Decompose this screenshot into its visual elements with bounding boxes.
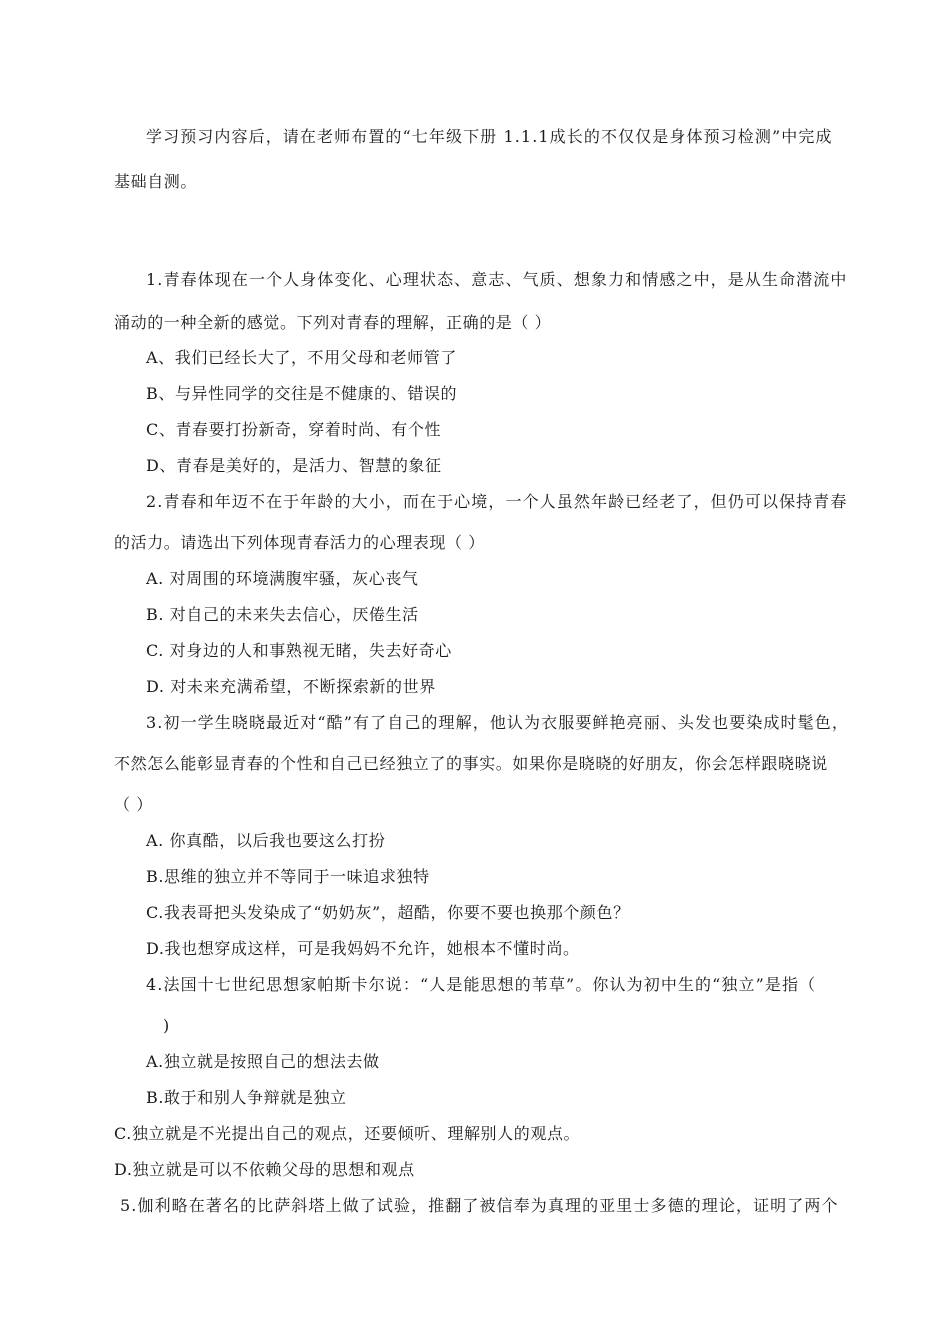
intro-line-2: 基础自测。 [114, 172, 198, 191]
question-5-stem-line-1: 5.伽利略在著名的比萨斜塔上做了试验，推翻了被信奉为真理的亚里士多德的理论，证明了两个 [120, 1196, 839, 1215]
question-4-option-a: A.独立就是按照自己的想法去做 [146, 1052, 380, 1071]
question-4-option-b: B.敢于和别人争辩就是独立 [146, 1088, 347, 1107]
question-3-option-a: A. 你真酷，以后我也要这么打扮 [146, 831, 386, 850]
question-4-stem-line-2: ) [163, 1016, 170, 1035]
question-2-option-a: A. 对周围的环境满腹牢骚，灰心丧气 [146, 569, 419, 588]
question-3-stem-line-1: 3.初一学生晓晓最近对“酷”有了自己的理解，他认为衣服要鲜艳亮丽、头发也要染成时髦色， [146, 713, 849, 732]
question-4-stem-line-1: 4.法国十七世纪思想家帕斯卡尔说：“人是能思想的苇草”。你认为初中生的“独立”是指（ [146, 975, 817, 994]
question-2-stem-line-1: 2.青春和年迈不在于年龄的大小，而在于心境，一个人虽然年龄已经老了，但仍可以保持青春 [146, 492, 848, 511]
question-2-stem-line-2: 的活力。请选出下列体现青春活力的心理表现（ ） [114, 533, 485, 552]
question-2-option-d: D. 对未来充满希望，不断探索新的世界 [146, 677, 436, 696]
question-1-stem-line-2: 涌动的一种全新的感觉。下列对青春的理解，正确的是（ ） [114, 313, 552, 332]
question-4-option-d: D.独立就是可以不依赖父母的思想和观点 [114, 1160, 415, 1179]
intro-line-1: 学习预习内容后，请在老师布置的“七年级下册 1.1.1成长的不仅仅是身体预习检测”中完成 [146, 127, 833, 146]
question-2-option-b: B. 对自己的未来失去信心，厌倦生活 [146, 605, 419, 624]
question-1-option-b: B、与异性同学的交往是不健康的、错误的 [146, 384, 458, 403]
question-1-stem-line-1: 1.青春体现在一个人身体变化、心理状态、意志、气质、想象力和情感之中，是从生命潜流中 [146, 270, 848, 289]
question-1-option-a: A、我们已经长大了，不用父母和老师管了 [146, 348, 457, 367]
question-4-option-c: C.独立就是不光提出自己的观点，还要倾听、理解别人的观点。 [114, 1124, 581, 1143]
question-3-stem-line-2: 不然怎么能彰显青春的个性和自己已经独立了的事实。如果你是晓晓的好朋友，你会怎样跟晓晓说 [114, 754, 828, 773]
question-3-option-d: D.我也想穿成这样，可是我妈妈不允许，她根本不懂时尚。 [146, 939, 580, 958]
question-1-option-c: C、青春要打扮新奇，穿着时尚、有个性 [146, 420, 442, 439]
question-3-option-b: B.思维的独立并不等同于一味追求独特 [146, 867, 430, 886]
question-3-stem-line-3: （ ） [114, 795, 153, 814]
question-1-option-d: D、青春是美好的，是活力、智慧的象征 [146, 456, 442, 475]
question-3-option-c: C.我表哥把头发染成了“奶奶灰”，超酷，你要不要也换那个颜色？ [146, 903, 630, 922]
question-2-option-c: C. 对身边的人和事熟视无睹，失去好奇心 [146, 641, 452, 660]
